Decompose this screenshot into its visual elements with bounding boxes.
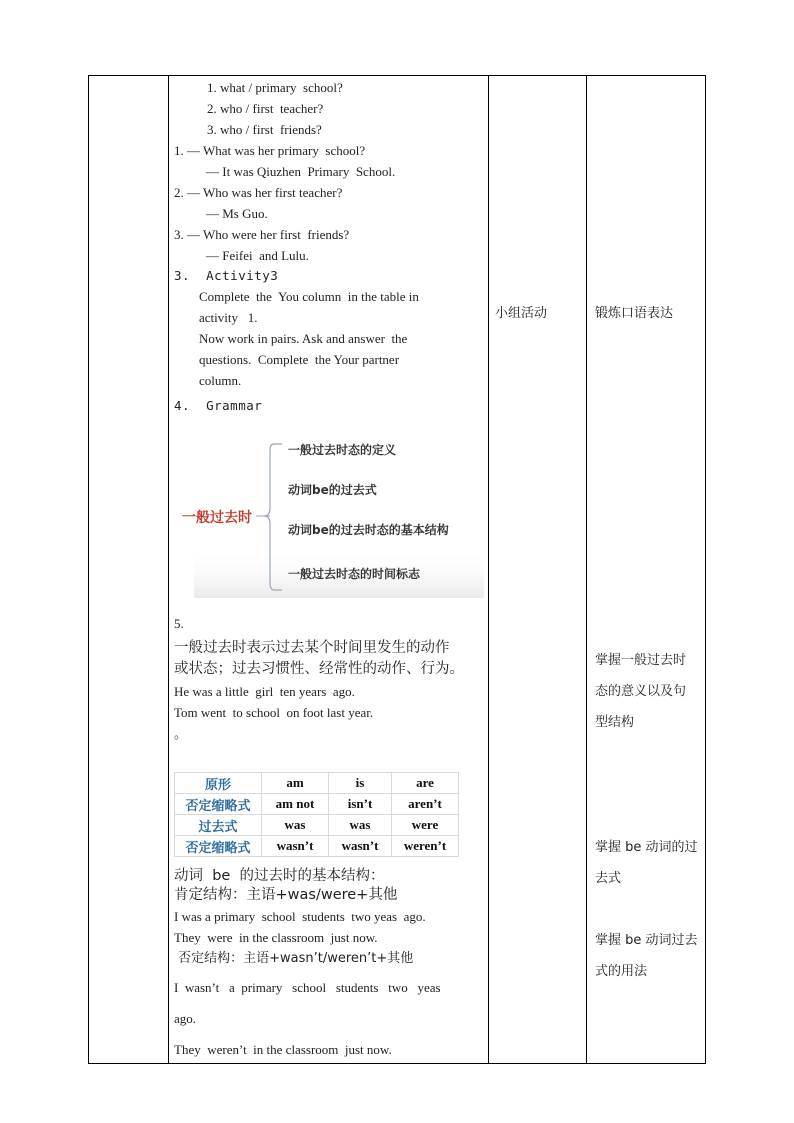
question: 3. — Who were her first friends? — [174, 227, 350, 242]
answer: — It was Qiuzhen Primary School. — [206, 164, 396, 179]
positive-example: I was a primary school students two yeas ago. — [174, 909, 426, 924]
activity-group: 小组活动 — [495, 306, 548, 321]
purpose-speaking: 锻炼口语表达 — [595, 306, 674, 321]
negative-example-1-cont: ago. — [174, 1011, 197, 1026]
circle-mark: 。 — [174, 726, 188, 741]
question: 2. — Who was her first teacher? — [174, 185, 343, 200]
examples — [174, 681, 373, 744]
grammar-mindmap — [174, 430, 486, 600]
question: 1. — What was her primary school? — [174, 143, 366, 158]
qa-list — [174, 140, 395, 266]
mindmap-center: 一般过去时 — [182, 510, 252, 526]
positive-example: They were in the classroom just now. — [174, 930, 378, 945]
table-cell: were — [392, 815, 459, 836]
table-row — [175, 815, 459, 836]
table-cell: 原形 — [175, 773, 262, 794]
definition — [174, 638, 464, 680]
definition-line: 或状态；过去习惯性、经常性的动作、行为。 — [174, 661, 464, 677]
table-cell: isn’t — [329, 794, 392, 815]
structure-title: 动词 be 的过去时的基本结构： — [174, 868, 385, 884]
table-cell: was — [262, 815, 329, 836]
negative-structure: 否定结构：主语+wasn’t/weren’t+其他 — [174, 951, 414, 966]
table-cell: wasn’t — [329, 836, 392, 857]
grammar-heading: 4. Grammar — [174, 398, 263, 413]
sub-item: 1. what / primary school? — [207, 80, 343, 95]
activity3-line: questions. Complete the Your partner — [199, 352, 400, 367]
definition-line: 一般过去时表示过去某个时间里发生的动作 — [174, 640, 450, 656]
item5-number: 5. — [174, 616, 184, 631]
table-cell: wasn’t — [262, 836, 329, 857]
activity3-line: activity 1. — [199, 310, 258, 325]
answer: — Feifei and Lulu. — [206, 248, 309, 263]
sub-item-list — [207, 77, 343, 140]
purpose-be-usage: 掌握 be 动词过去 式的用法 — [595, 933, 698, 979]
table-cell: am not — [262, 794, 329, 815]
table-cell: am — [262, 773, 329, 794]
be-verb-table — [174, 772, 459, 857]
mindmap-branch: 一般过去时态的时间标志 — [288, 567, 421, 581]
table-cell: aren’t — [392, 794, 459, 815]
column-divider-3 — [586, 76, 587, 1063]
activity3-line: Now work in pairs. Ask and answer the — [199, 331, 408, 346]
table-cell: 过去式 — [175, 815, 262, 836]
table-cell: weren’t — [392, 836, 459, 857]
mindmap-branch: 动词be的过去式 — [288, 483, 377, 497]
mindmap-branch: 动词be的过去时态的基本结构 — [288, 523, 449, 537]
example-line: He was a little girl ten years ago. — [174, 684, 355, 699]
positive-structure: 肯定结构：主语+was/were+其他 — [174, 887, 398, 903]
activity3-line: Complete the You column in the table in — [199, 289, 419, 304]
example-line: Tom went to school on foot last year. — [174, 705, 374, 720]
purpose-meaning: 掌握一般过去时 态的意义以及句 型结构 — [595, 653, 687, 730]
table-row — [175, 836, 459, 857]
negative-example-1: I wasn’t a primary school students two yeas — [174, 980, 441, 995]
column-divider-2 — [488, 76, 489, 1063]
structure-block — [174, 866, 426, 969]
purpose-be-past: 掌握 be 动词的过 去式 — [595, 840, 698, 886]
mindmap-branch: 一般过去时态的定义 — [288, 443, 397, 457]
sub-item: 2. who / first teacher? — [207, 101, 324, 116]
table-cell: are — [392, 773, 459, 794]
table-cell: 否定缩略式 — [175, 794, 262, 815]
table-cell: 否定缩略式 — [175, 836, 262, 857]
sub-item: 3. who / first friends? — [207, 122, 322, 137]
activity3-block — [174, 265, 419, 391]
table-row — [175, 773, 459, 794]
answer: — Ms Guo. — [206, 206, 268, 221]
table-cell: is — [329, 773, 392, 794]
negative-example-2: They weren’t in the classroom just now. — [174, 1042, 392, 1057]
table-cell: was — [329, 815, 392, 836]
table-row — [175, 794, 459, 815]
activity3-line: column. — [199, 373, 242, 388]
column-divider-1 — [168, 76, 169, 1063]
activity3-heading: 3. Activity3 — [174, 268, 279, 283]
